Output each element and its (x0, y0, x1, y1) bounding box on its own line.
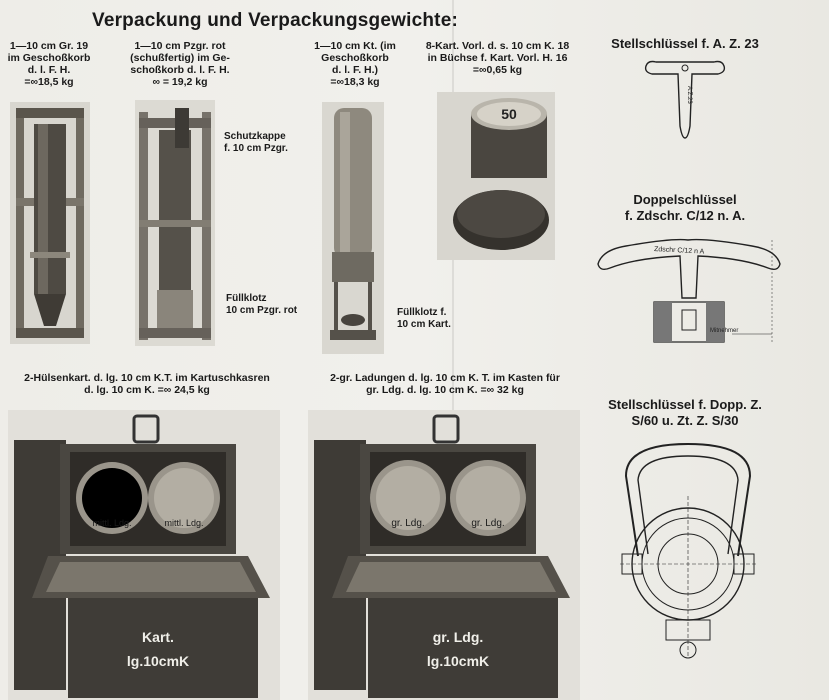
drawing-doppelschluessel (592, 228, 788, 348)
annotation-fuellklotz-pzgr: Füllklotz 10 cm Pzgr. rot (226, 293, 298, 316)
caption-gr19: 1—10 cm Gr. 19 im Geschoßkorb d. l. F. H. =∞18,5 kg (7, 40, 91, 88)
photo-kartusch-box (8, 410, 280, 700)
title-stellschluessel-dopp: Stellschlüssel f. Dopp. Z. S/60 u. Zt. Z. S/30 (608, 397, 762, 428)
tin-number: 50 (501, 106, 517, 122)
box1-front-label-2: lg.10cmK (126, 653, 190, 669)
annotation-schutzkappe: Schutzkappe f. 10 cm Pzgr. (224, 131, 288, 154)
annotation-fuellklotz-kart: Füllklotz f. 10 cm Kart. (397, 307, 451, 330)
photo-pzgr-basket (135, 100, 215, 346)
caption-ladungen: 2-gr. Ladungen d. lg. 10 cm K. T. im Kasten für gr. Ldg. d. lg. 10 cm K. =∞ 32 kg (330, 372, 560, 396)
box1-right-label: mittl. Ldg. (164, 518, 204, 528)
box1-left-label: mittl. Ldg. (92, 518, 132, 528)
photo-ladungen-box (308, 410, 580, 700)
page-title: Verpackung und Verpackungsgewichte: (92, 10, 458, 31)
az23-label: A.Z.23 (686, 86, 692, 104)
drawing-az23-key (640, 56, 730, 144)
box2-right-label: gr. Ldg. (471, 518, 505, 529)
box2-left-label: gr. Ldg. (391, 518, 425, 529)
caption-vorl: 8-Kart. Vorl. d. s. 10 cm K. 18 in Büchse f. Kart. Vorl. H. 16 =∞0,65 kg (425, 40, 570, 76)
box1-front-label-1: Kart. (142, 629, 174, 645)
caption-pzgr: 1—10 cm Pzgr. rot (schußfertig) im Ge- schoßkorb d. l. F. H. ∞ = 19,2 kg (130, 40, 230, 88)
photo-vorl-tin (437, 92, 555, 260)
title-stellschluessel-az23: Stellschlüssel f. A. Z. 23 (611, 36, 759, 51)
title-doppelschluessel: Doppelschlüssel f. Zdschr. C/12 n. A. (624, 192, 746, 223)
photo-kt-cartridge (322, 102, 384, 354)
zdschr-label: Zdschr C/12 n A (653, 246, 705, 256)
box2-front-label-1: gr. Ldg. (432, 629, 484, 645)
photo-gr19-basket (10, 102, 90, 344)
box2-front-label-2: lg.10cmK (426, 653, 490, 669)
caption-kt: 1—10 cm Kt. (im Geschoßkorb d. l. F. H.) =∞18,3 kg (314, 40, 396, 88)
mitnehmer-label: Mitnehmer (710, 328, 739, 334)
caption-huelsenkart: 2-Hülsenkart. d. lg. 10 cm K.T. im Kartuschkasren d. lg. 10 cm K. =∞ 24,5 kg (24, 372, 270, 396)
drawing-dopp-key (612, 436, 764, 664)
